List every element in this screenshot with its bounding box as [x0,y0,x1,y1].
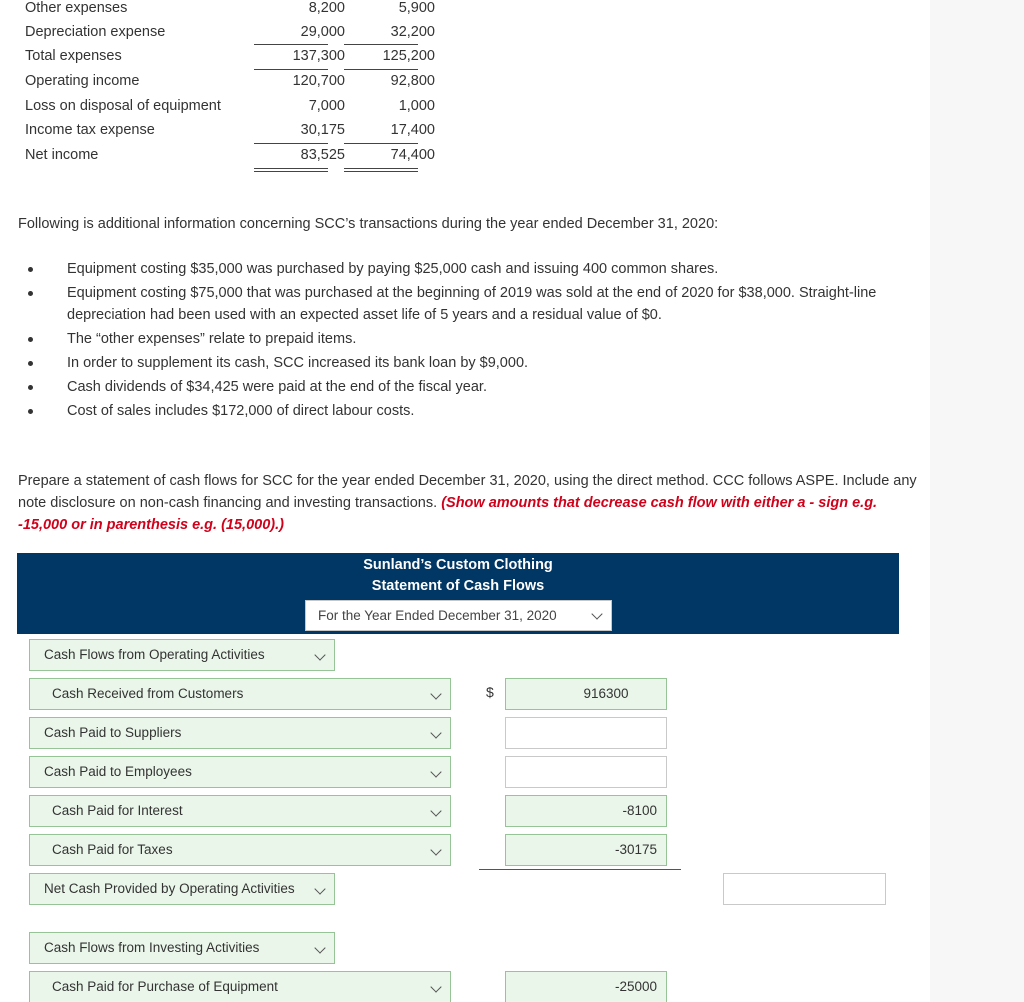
chevron-down-icon [314,942,325,953]
bullet-icon [28,385,33,390]
is-row-operating-income [25,73,435,95]
additional-info-intro: Following is additional information concerning SCC’s transactions during the year ended December 31, 2020: [18,216,719,232]
additional-info-list [18,258,918,424]
select-value: Cash Received from Customers [52,686,244,701]
is-value-2019: 1,000 [398,98,435,114]
right-gutter [930,0,1024,1002]
employees-select[interactable] [29,756,451,788]
select-value: Cash Paid to Suppliers [44,725,182,740]
period-select[interactable] [305,600,612,631]
rule [254,143,328,144]
is-value-2020: 83,525 [300,147,345,163]
chevron-down-icon [314,649,325,660]
is-value-2020: 29,000 [300,24,345,40]
rule [344,44,418,45]
list-item-text: Equipment costing $75,000 that was purchased at the beginning of 2019 was sold at the end of 2020 for $38,000. Straight-line depreciation had been used with an expected asset life of 5 years and a residual value of $0. [67,285,877,323]
chevron-down-icon [430,981,441,992]
is-value-2019: 5,900 [398,0,435,16]
list-item [18,352,918,374]
company-name: Sunland’s Custom Clothing [363,557,553,573]
is-value-2020: 8,200 [308,0,345,16]
double-rule [254,168,328,169]
is-row-depreciation [25,24,435,46]
is-label: Total expenses [25,48,122,64]
chevron-down-icon [591,608,602,619]
chevron-down-icon [430,688,441,699]
bullet-icon [28,291,33,296]
chevron-down-icon [314,883,325,894]
select-value: Cash Paid for Purchase of Equipment [52,979,278,994]
is-value-2019: 125,200 [382,48,435,64]
list-item [18,282,918,326]
bullet-icon [28,409,33,414]
equipment-purchase-amount-input[interactable]: -25000 [505,971,667,1002]
select-value: Cash Flows from Operating Activities [44,647,265,662]
taxes-select[interactable] [29,834,451,866]
rule [254,44,328,45]
net-operating-amount-input[interactable] [723,873,886,905]
rule [344,69,418,70]
is-label: Loss on disposal of equipment [25,98,221,114]
list-item [18,400,918,422]
select-value: Net Cash Provided by Operating Activities [44,881,295,896]
rule [344,143,418,144]
is-row-total-expenses [25,48,435,70]
chevron-down-icon [430,805,441,816]
list-item-text: Cost of sales includes $172,000 of direct labour costs. [67,403,415,419]
list-item-text: Cash dividends of $34,425 were paid at the end of the fiscal year. [67,379,487,395]
is-value-2019: 32,200 [390,24,435,40]
suppliers-amount-input[interactable] [505,717,667,749]
list-item [18,376,918,398]
is-row-loss-disposal [25,98,435,120]
taxes-amount-input[interactable]: -30175 [505,834,667,866]
is-value-2020: 30,175 [300,122,345,138]
double-rule [344,171,418,172]
instructions [18,470,923,536]
bullet-icon [28,337,33,342]
statement-title: Statement of Cash Flows [371,578,545,594]
bullet-icon [28,361,33,366]
chevron-down-icon [430,766,441,777]
is-label: Other expenses [25,0,128,16]
is-value-2019: 92,800 [390,73,435,89]
double-rule [254,171,328,172]
operating-header-select[interactable] [29,639,335,671]
net-operating-select[interactable] [29,873,335,905]
is-value-2019: 17,400 [390,122,435,138]
customers-select[interactable] [29,678,451,710]
list-item-text: Equipment costing $35,000 was purchased by paying $25,000 cash and issuing 400 common shares. [67,261,719,277]
chevron-down-icon [430,844,441,855]
is-label: Operating income [25,73,140,89]
instructions-text: Prepare a statement of cash flows for SCC for the year ended December 31, 2020, using the direct method. CCC follows ASPE. Include any note disclosure on non-cash financing and investing transactions. [18,473,917,511]
select-value: Cash Flows from Investing Activities [44,940,260,955]
is-row-income-tax [25,122,435,144]
is-row-net-income [25,147,435,169]
is-label: Income tax expense [25,122,155,138]
investing-header-select[interactable] [29,932,335,964]
rule [254,69,328,70]
chevron-down-icon [430,727,441,738]
list-item [18,258,918,280]
is-row-other-expenses [25,0,435,22]
is-value-2020: 137,300 [292,48,345,64]
interest-amount-input[interactable]: -8100 [505,795,667,827]
instructions-hint: (Show amounts that decrease cash flow with either a - sign e.g. -15,000 or in parenthesis e.g. (15,000).) [18,495,878,533]
suppliers-select[interactable] [29,717,451,749]
equipment-purchase-select[interactable] [29,971,451,1002]
customers-amount-input[interactable]: 916300 [505,678,667,710]
select-value: Cash Paid for Taxes [52,842,173,857]
interest-select[interactable] [29,795,451,827]
period-select-value: For the Year Ended December 31, 2020 [318,608,557,623]
employees-amount-input[interactable] [505,756,667,788]
is-value-2020: 7,000 [308,98,345,114]
select-value: Cash Paid for Interest [52,803,183,818]
subtotal-rule [479,869,681,870]
is-value-2020: 120,700 [292,73,345,89]
list-item-text: In order to supplement its cash, SCC increased its bank loan by $9,000. [67,355,529,371]
list-item-text: The “other expenses” relate to prepaid items. [67,331,357,347]
is-label: Depreciation expense [25,24,166,40]
is-label: Net income [25,147,99,163]
bullet-icon [28,267,33,272]
dollar-sign: $ [486,684,494,700]
list-item [18,328,918,350]
double-rule [344,168,418,169]
is-value-2019: 74,400 [390,147,435,163]
select-value: Cash Paid to Employees [44,764,192,779]
